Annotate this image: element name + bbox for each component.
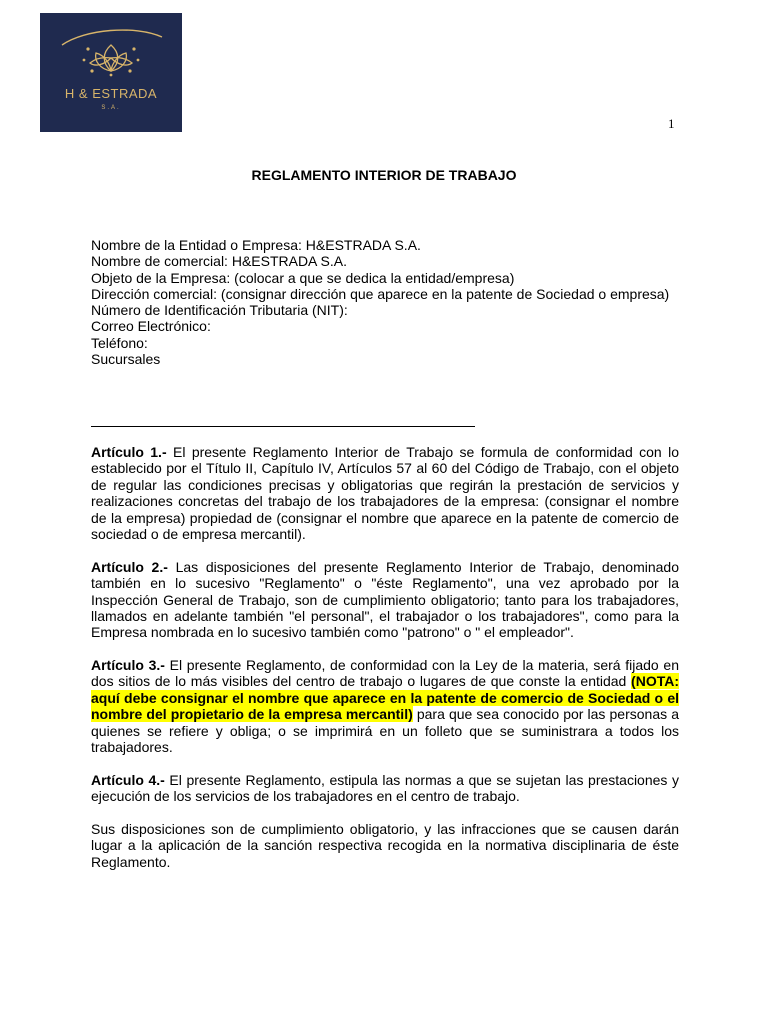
info-line-commercial-address: Dirección comercial: (consignar dirección que aparece en la patente de Sociedad o empresa) — [91, 285, 670, 302]
article-label: Artículo 2.- — [91, 558, 168, 575]
info-line-entity-name: Nombre de la Entidad o Empresa: H&ESTRADA S.A. — [91, 237, 421, 253]
article-2 — [91, 559, 679, 641]
info-line-nit: Número de Identificación Tributaria (NIT): — [91, 302, 348, 319]
article-label: Artículo 3.- — [91, 657, 165, 674]
article-text: Las disposiciones del presente Reglamento Interior de Trabajo, denominado también en lo sucesivo "Reglamento" o "éste Reglamento", una vez aprobado por la Inspección General de Trabajo, son de cumplimiento obligatorio; tanto para los trabajadores, llamados en adelante también "el personal", el trabajador o los trabajadores", como para la Empresa nombrada en lo sucesivo también como "patrono" o " el empleador". — [91, 558, 679, 641]
article-label: Artículo 1.- — [91, 444, 167, 460]
article-3 — [91, 657, 679, 755]
article-text: El presente Reglamento, de conformidad con la Ley de la materia, será fijado en dos sitios de lo más visibles del centro de trabajo o lugares de que conste la entidad — [91, 657, 679, 690]
article-label: Artículo 4.- — [91, 771, 165, 788]
lotus-flower-icon — [40, 13, 182, 132]
article-4 — [91, 772, 679, 805]
article-1 — [91, 444, 679, 542]
document-title: REGLAMENTO INTERIOR DE TRABAJO — [251, 167, 517, 183]
info-line-company-purpose: Objeto de la Empresa: (colocar a que se dedica la entidad/empresa) — [91, 269, 515, 286]
separator-line — [91, 426, 475, 427]
company-logo — [40, 13, 182, 132]
logo-company-name: H & ESTRADA — [64, 86, 158, 101]
info-line-commercial-name: Nombre de comercial: H&ESTRADA S.A. — [91, 253, 347, 270]
company-info-block — [91, 237, 681, 367]
info-line-email: Correo Electrónico: — [91, 318, 211, 335]
page-number: 1 — [668, 116, 675, 131]
paragraph-obligations: Sus disposiciones son de cumplimiento obligatorio, y las infracciones que se causen darán lugar a la aplicación de la sanción respectiva recogida en la normativa disciplinaria de éste Reglamento. — [91, 820, 679, 870]
document-body — [91, 444, 679, 886]
article-text: El presente Reglamento Interior de Trabajo se formula de conformidad con lo establecido por el Título II, Capítulo IV, Artículos 57 al 60 del Código de Trabajo, con el objeto de regular las condiciones precisas y obligatorias que regirán la prestación de servicios y realizaciones concretas del trabajo de los trabajadores de la empresa: (consignar el nombre de la empresa) propiedad de (consignar el nombre que aparece en la patente de comercio de sociedad o de empresa mercantil). — [91, 444, 679, 543]
highlighted-note: (NOTA: aquí debe consignar el nombre que aparece en la patente de comercio de Sociedad o el nombre del propietario de la empresa mercantil) — [91, 673, 679, 723]
article-text: para que sea conocido por las personas a quienes se refiere y obliga; o se imprimirá en un folleto que se suministrara a todos los trabajadores. — [91, 706, 679, 756]
info-line-phone: Teléfono: — [91, 334, 148, 351]
logo-company-suffix: S.A. — [101, 105, 121, 111]
info-line-branches: Sucursales — [91, 351, 161, 368]
article-text: El presente Reglamento, estipula las normas a que se sujetan las prestaciones y ejecución de los servicios de los trabajadores en el centro de trabajo. — [91, 771, 679, 805]
